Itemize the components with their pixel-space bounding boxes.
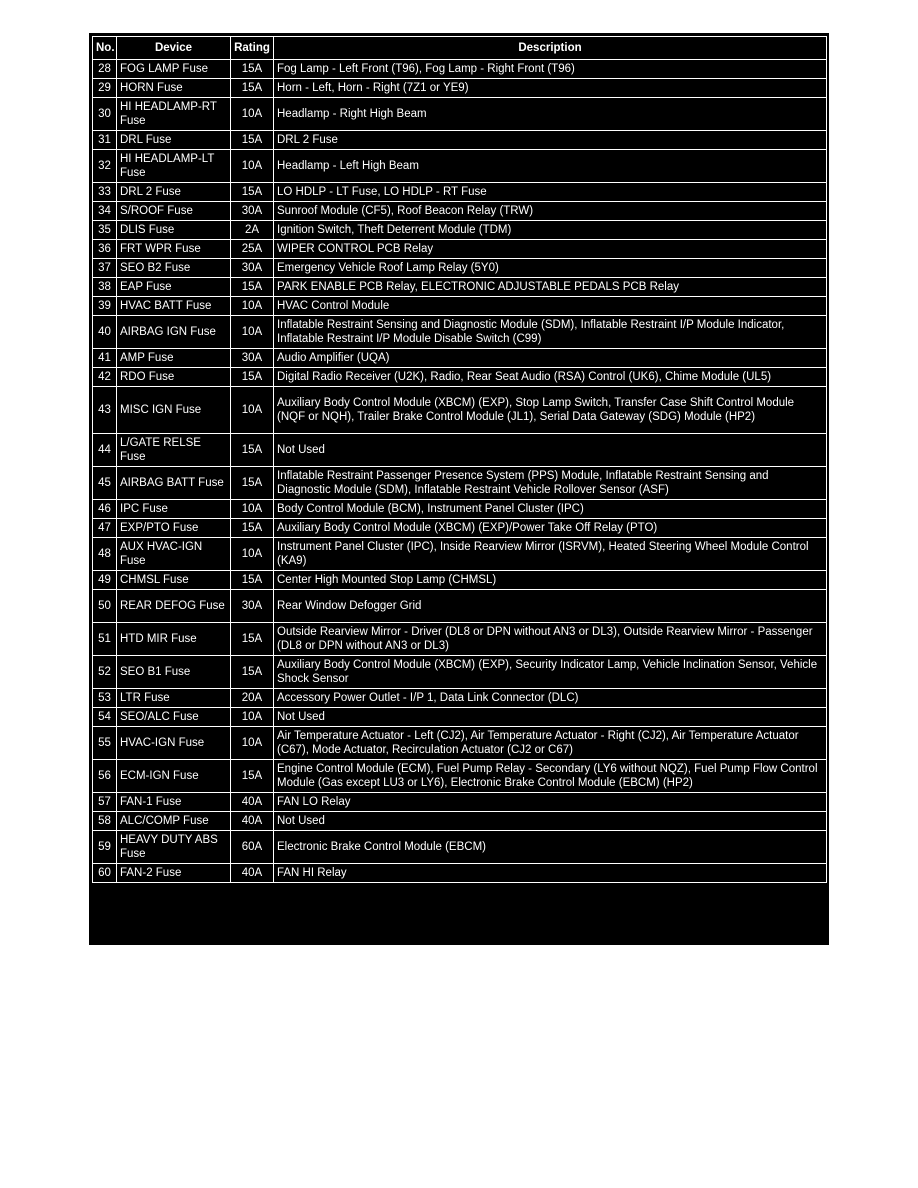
row-description: Not Used <box>274 812 827 831</box>
row-rating: 15A <box>231 79 274 98</box>
row-rating: 10A <box>231 708 274 727</box>
row-device: LTR Fuse <box>117 689 231 708</box>
row-rating: 15A <box>231 467 274 500</box>
table-row <box>93 131 827 150</box>
row-rating: 15A <box>231 571 274 590</box>
row-description: FAN LO Relay <box>274 793 827 812</box>
row-rating: 20A <box>231 689 274 708</box>
row-description: Inflatable Restraint Sensing and Diagnostic Module (SDM), Inflatable Restraint I/P Module Indicator, Inflatable Restraint I/P Module Disable Switch (C99) <box>274 316 827 349</box>
row-device: AIRBAG IGN Fuse <box>117 316 231 349</box>
row-description: Headlamp - Left High Beam <box>274 150 827 183</box>
row-rating: 40A <box>231 864 274 883</box>
table-header-row <box>93 37 827 60</box>
row-description: Outside Rearview Mirror - Driver (DL8 or DPN without AN3 or DL3), Outside Rearview Mirror - Passenger (DL8 or DPN without AN3 or DL3) <box>274 623 827 656</box>
row-device: HEAVY DUTY ABS Fuse <box>117 831 231 864</box>
row-rating: 15A <box>231 434 274 467</box>
row-description: Sunroof Module (CF5), Roof Beacon Relay (TRW) <box>274 202 827 221</box>
row-no: 46 <box>93 500 117 519</box>
row-description: Accessory Power Outlet - I/P 1, Data Link Connector (DLC) <box>274 689 827 708</box>
row-no: 44 <box>93 434 117 467</box>
row-device: DLIS Fuse <box>117 221 231 240</box>
row-rating: 25A <box>231 240 274 259</box>
row-no: 42 <box>93 368 117 387</box>
row-rating: 60A <box>231 831 274 864</box>
row-description: FAN HI Relay <box>274 864 827 883</box>
row-no: 31 <box>93 131 117 150</box>
row-rating: 30A <box>231 349 274 368</box>
row-no: 55 <box>93 727 117 760</box>
row-no: 34 <box>93 202 117 221</box>
row-description: Horn - Left, Horn - Right (7Z1 or YE9) <box>274 79 827 98</box>
fuse-table <box>92 36 827 883</box>
table-row <box>93 590 827 623</box>
table-row <box>93 571 827 590</box>
header-no: No. <box>93 37 117 60</box>
row-device: CHMSL Fuse <box>117 571 231 590</box>
row-description: Auxiliary Body Control Module (XBCM) (EXP), Stop Lamp Switch, Transfer Case Shift Control Module (NQF or NQH), Trailer Brake Control Module (JL1), Serial Data Gateway (SDG) Module (HP2) <box>274 387 827 434</box>
row-no: 33 <box>93 183 117 202</box>
row-description: Headlamp - Right High Beam <box>274 98 827 131</box>
row-rating: 30A <box>231 202 274 221</box>
row-rating: 10A <box>231 150 274 183</box>
row-no: 59 <box>93 831 117 864</box>
table-row <box>93 387 827 434</box>
row-no: 29 <box>93 79 117 98</box>
row-device: ECM-IGN Fuse <box>117 760 231 793</box>
row-no: 53 <box>93 689 117 708</box>
table-row <box>93 316 827 349</box>
row-description: Emergency Vehicle Roof Lamp Relay (5Y0) <box>274 259 827 278</box>
table-row <box>93 278 827 297</box>
table-row <box>93 368 827 387</box>
row-no: 57 <box>93 793 117 812</box>
row-no: 38 <box>93 278 117 297</box>
row-description: Inflatable Restraint Passenger Presence System (PPS) Module, Inflatable Restraint Sensing and Diagnostic Module (SDM), Inflatable Restraint Vehicle Rollover Sensor (ASF) <box>274 467 827 500</box>
row-no: 56 <box>93 760 117 793</box>
row-description: LO HDLP - LT Fuse, LO HDLP - RT Fuse <box>274 183 827 202</box>
table-row <box>93 538 827 571</box>
row-no: 47 <box>93 519 117 538</box>
row-no: 35 <box>93 221 117 240</box>
row-description: Center High Mounted Stop Lamp (CHMSL) <box>274 571 827 590</box>
row-no: 37 <box>93 259 117 278</box>
row-device: L/GATE RELSE Fuse <box>117 434 231 467</box>
row-description: Auxiliary Body Control Module (XBCM) (EXP)/Power Take Off Relay (PTO) <box>274 519 827 538</box>
row-no: 32 <box>93 150 117 183</box>
row-rating: 10A <box>231 297 274 316</box>
table-row <box>93 689 827 708</box>
row-rating: 15A <box>231 131 274 150</box>
table-row <box>93 221 827 240</box>
row-device: SEO B1 Fuse <box>117 656 231 689</box>
row-no: 40 <box>93 316 117 349</box>
row-no: 60 <box>93 864 117 883</box>
row-no: 48 <box>93 538 117 571</box>
row-device: AUX HVAC-IGN Fuse <box>117 538 231 571</box>
row-description: WIPER CONTROL PCB Relay <box>274 240 827 259</box>
row-rating: 15A <box>231 623 274 656</box>
row-device: EXP/PTO Fuse <box>117 519 231 538</box>
table-row <box>93 812 827 831</box>
row-description: Audio Amplifier (UQA) <box>274 349 827 368</box>
row-rating: 2A <box>231 221 274 240</box>
row-device: FAN-2 Fuse <box>117 864 231 883</box>
row-device: DRL 2 Fuse <box>117 183 231 202</box>
table-row <box>93 98 827 131</box>
row-description: Electronic Brake Control Module (EBCM) <box>274 831 827 864</box>
table-row <box>93 708 827 727</box>
row-no: 45 <box>93 467 117 500</box>
row-description: Not Used <box>274 708 827 727</box>
row-rating: 40A <box>231 812 274 831</box>
table-row <box>93 183 827 202</box>
row-rating: 10A <box>231 538 274 571</box>
table-row <box>93 79 827 98</box>
row-rating: 15A <box>231 656 274 689</box>
row-device: REAR DEFOG Fuse <box>117 590 231 623</box>
row-device: ALC/COMP Fuse <box>117 812 231 831</box>
row-no: 36 <box>93 240 117 259</box>
row-rating: 15A <box>231 183 274 202</box>
row-no: 28 <box>93 60 117 79</box>
row-no: 30 <box>93 98 117 131</box>
row-device: MISC IGN Fuse <box>117 387 231 434</box>
row-description: Not Used <box>274 434 827 467</box>
table-row <box>93 831 827 864</box>
row-device: AMP Fuse <box>117 349 231 368</box>
row-device: HVAC BATT Fuse <box>117 297 231 316</box>
row-description: PARK ENABLE PCB Relay, ELECTRONIC ADJUSTABLE PEDALS PCB Relay <box>274 278 827 297</box>
row-device: EAP Fuse <box>117 278 231 297</box>
row-no: 43 <box>93 387 117 434</box>
row-rating: 40A <box>231 793 274 812</box>
row-device: HI HEADLAMP-LT Fuse <box>117 150 231 183</box>
row-no: 50 <box>93 590 117 623</box>
row-description: Body Control Module (BCM), Instrument Panel Cluster (IPC) <box>274 500 827 519</box>
row-no: 49 <box>93 571 117 590</box>
table-body <box>93 60 827 883</box>
row-device: HTD MIR Fuse <box>117 623 231 656</box>
row-description: Auxiliary Body Control Module (XBCM) (EXP), Security Indicator Lamp, Vehicle Inclination Sensor, Vehicle Shock Sensor <box>274 656 827 689</box>
row-description: Ignition Switch, Theft Deterrent Module (TDM) <box>274 221 827 240</box>
row-device: HI HEADLAMP-RT Fuse <box>117 98 231 131</box>
row-rating: 15A <box>231 760 274 793</box>
row-device: FAN-1 Fuse <box>117 793 231 812</box>
row-rating: 15A <box>231 60 274 79</box>
table-row <box>93 240 827 259</box>
table-row <box>93 150 827 183</box>
row-no: 39 <box>93 297 117 316</box>
row-device: S/ROOF Fuse <box>117 202 231 221</box>
row-device: SEO B2 Fuse <box>117 259 231 278</box>
row-device: FRT WPR Fuse <box>117 240 231 259</box>
row-description: HVAC Control Module <box>274 297 827 316</box>
row-rating: 15A <box>231 368 274 387</box>
table-row <box>93 202 827 221</box>
row-no: 54 <box>93 708 117 727</box>
row-no: 52 <box>93 656 117 689</box>
row-no: 41 <box>93 349 117 368</box>
table-row <box>93 297 827 316</box>
row-description: Digital Radio Receiver (U2K), Radio, Rear Seat Audio (RSA) Control (UK6), Chime Module (UL5) <box>274 368 827 387</box>
row-rating: 10A <box>231 500 274 519</box>
table-row <box>93 349 827 368</box>
row-device: HVAC-IGN Fuse <box>117 727 231 760</box>
table-row <box>93 656 827 689</box>
row-description: Air Temperature Actuator - Left (CJ2), Air Temperature Actuator - Right (CJ2), Air Temperature Actuator (C67), Mode Actuator, Recirculation Actuator (CJ2 or C67) <box>274 727 827 760</box>
table-row <box>93 467 827 500</box>
row-description: DRL 2 Fuse <box>274 131 827 150</box>
table-row <box>93 623 827 656</box>
table-row <box>93 864 827 883</box>
table-row <box>93 60 827 79</box>
row-device: DRL Fuse <box>117 131 231 150</box>
fuse-table-frame <box>89 33 829 945</box>
table-row <box>93 727 827 760</box>
row-description: Engine Control Module (ECM), Fuel Pump Relay - Secondary (LY6 without NQZ), Fuel Pump Flow Control Module (Gas except LU3 or LY6), Electronic Brake Control Module (EBCM) (HP2) <box>274 760 827 793</box>
row-device: SEO/ALC Fuse <box>117 708 231 727</box>
row-no: 51 <box>93 623 117 656</box>
row-rating: 10A <box>231 727 274 760</box>
table-row <box>93 519 827 538</box>
table-row <box>93 760 827 793</box>
table-row <box>93 259 827 278</box>
header-device: Device <box>117 37 231 60</box>
row-rating: 10A <box>231 387 274 434</box>
row-device: IPC Fuse <box>117 500 231 519</box>
row-rating: 10A <box>231 316 274 349</box>
row-rating: 15A <box>231 278 274 297</box>
row-device: FOG LAMP Fuse <box>117 60 231 79</box>
row-description: Fog Lamp - Left Front (T96), Fog Lamp - Right Front (T96) <box>274 60 827 79</box>
row-rating: 15A <box>231 519 274 538</box>
table-row <box>93 500 827 519</box>
row-rating: 30A <box>231 259 274 278</box>
header-description: Description <box>274 37 827 60</box>
row-device: AIRBAG BATT Fuse <box>117 467 231 500</box>
row-device: HORN Fuse <box>117 79 231 98</box>
row-rating: 30A <box>231 590 274 623</box>
row-description: Instrument Panel Cluster (IPC), Inside Rearview Mirror (ISRVM), Heated Steering Wheel Module Control (KA9) <box>274 538 827 571</box>
row-no: 58 <box>93 812 117 831</box>
row-rating: 10A <box>231 98 274 131</box>
row-description: Rear Window Defogger Grid <box>274 590 827 623</box>
table-row <box>93 434 827 467</box>
header-rating: Rating <box>231 37 274 60</box>
row-device: RDO Fuse <box>117 368 231 387</box>
table-row <box>93 793 827 812</box>
